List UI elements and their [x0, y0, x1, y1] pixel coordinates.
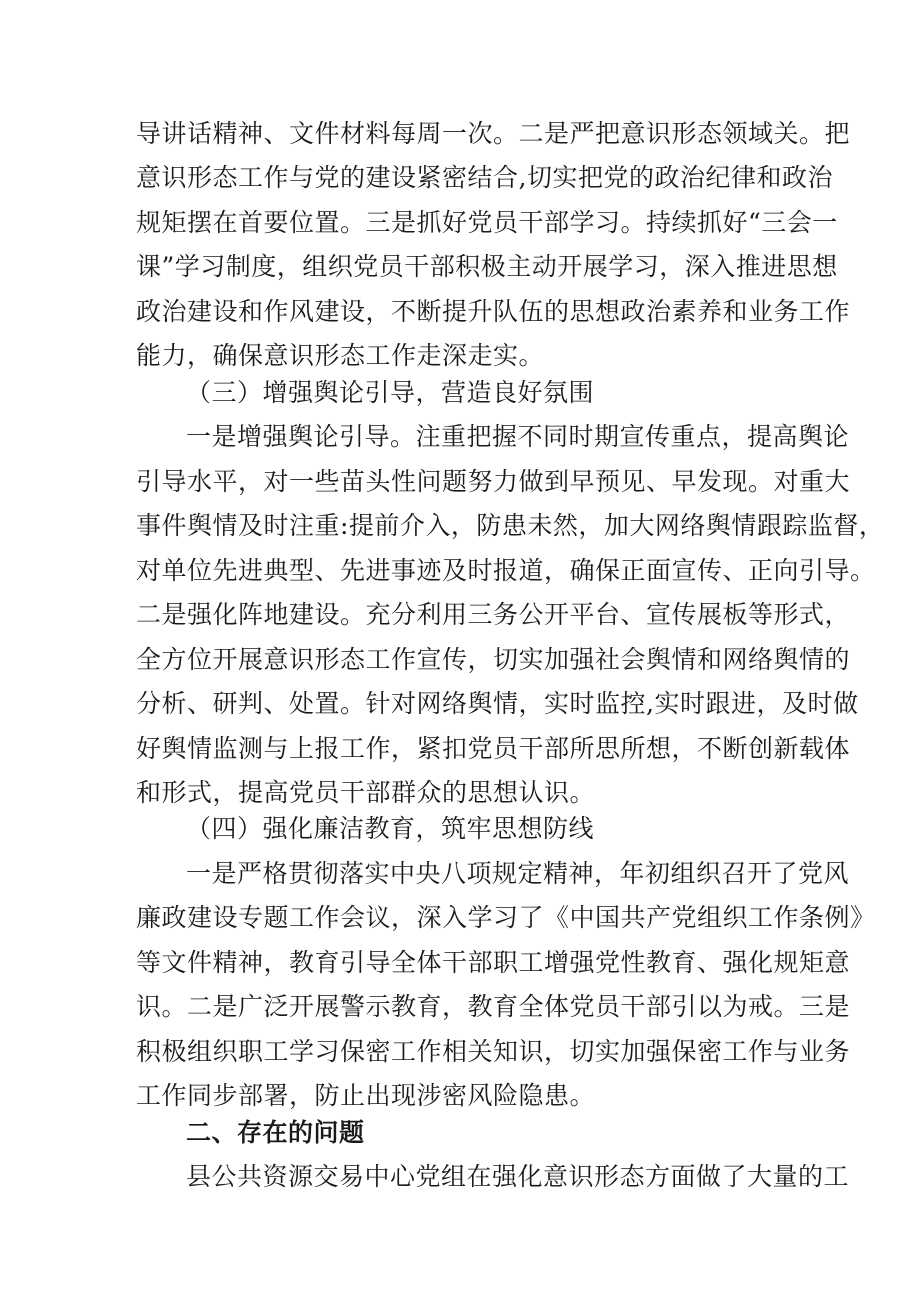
paragraph-line: 政治建设和作风建设，不断提升队伍的思想政治素养和业务工作	[136, 297, 851, 326]
paragraph-line: 积极组织职工学习保密工作相关知识，切实加强保密工作与业务	[136, 1037, 851, 1066]
paragraph-line: 二是强化阵地建设。充分利用三务公开平台、宣传展板等形式，	[136, 600, 851, 629]
paragraph-line: 规矩摆在首要位置。三是抓好党员干部学习。持续抓好“三会一	[136, 208, 838, 237]
paragraph-line: 意识形态工作与党的建设紧密结合,切实把党的政治纪律和政治	[136, 163, 833, 192]
paragraph-line: 分析、研判、处置。针对网络舆情，实时监控,实时跟进，及时做	[136, 689, 859, 718]
paragraph-line: 一是严格贯彻落实中央八项规定精神，年初组织召开了党风	[186, 859, 850, 888]
paragraph-line: 识。二是广泛开展警示教育，教育全体党员干部引以为戒。三是	[136, 992, 851, 1021]
paragraph-line: 县公共资源交易中心党组在强化意识形态方面做了大量的工	[186, 1162, 850, 1191]
paragraph-line: 导讲话精神、文件材料每周一次。二是严把意识形态领域关。把	[136, 119, 851, 148]
paragraph-line: 廉政建设专题工作会议，深入学习了《中国共产党组织工作条例》	[136, 903, 876, 932]
paragraph-line: 引导水平，对一些苗头性问题努力做到早预见、早发现。对重大	[136, 467, 851, 496]
paragraph-line: 工作同步部署，防止出现涉密风险隐患。	[136, 1081, 596, 1110]
section-heading: （四）强化廉洁教育，筑牢思想防线	[186, 814, 595, 843]
paragraph-line: 好舆情监测与上报工作，紧扣党员干部所思所想，不断创新载体	[136, 734, 851, 763]
paragraph-line: 等文件精神，教育引导全体干部职工增强党性教育、强化规矩意	[136, 948, 851, 977]
paragraph-line: 能力，确保意识形态工作走深走实。	[136, 341, 545, 370]
paragraph-line: 事件舆情及时注重:提前介入，防患未然，加大网络舆情跟踪监督，	[136, 511, 885, 540]
paragraph-line: 和形式，提高党员干部群众的思想认识。	[136, 778, 596, 807]
paragraph-line: 全方位开展意识形态工作宣传，切实加强社会舆情和网络舆情的	[136, 645, 851, 674]
paragraph-line: 对单位先进典型、先进事迹及时报道，确保正面宣传、正向引导。	[136, 556, 876, 585]
section-heading: （三）增强舆论引导，营造良好氛围	[186, 378, 595, 407]
paragraph-line: 一是增强舆论引导。注重把握不同时期宣传重点，提高舆论	[186, 422, 850, 451]
paragraph-line: 课”学习制度，组织党员干部积极主动开展学习，深入推进思想	[136, 252, 838, 281]
chapter-title: 二、存在的问题	[186, 1118, 365, 1147]
